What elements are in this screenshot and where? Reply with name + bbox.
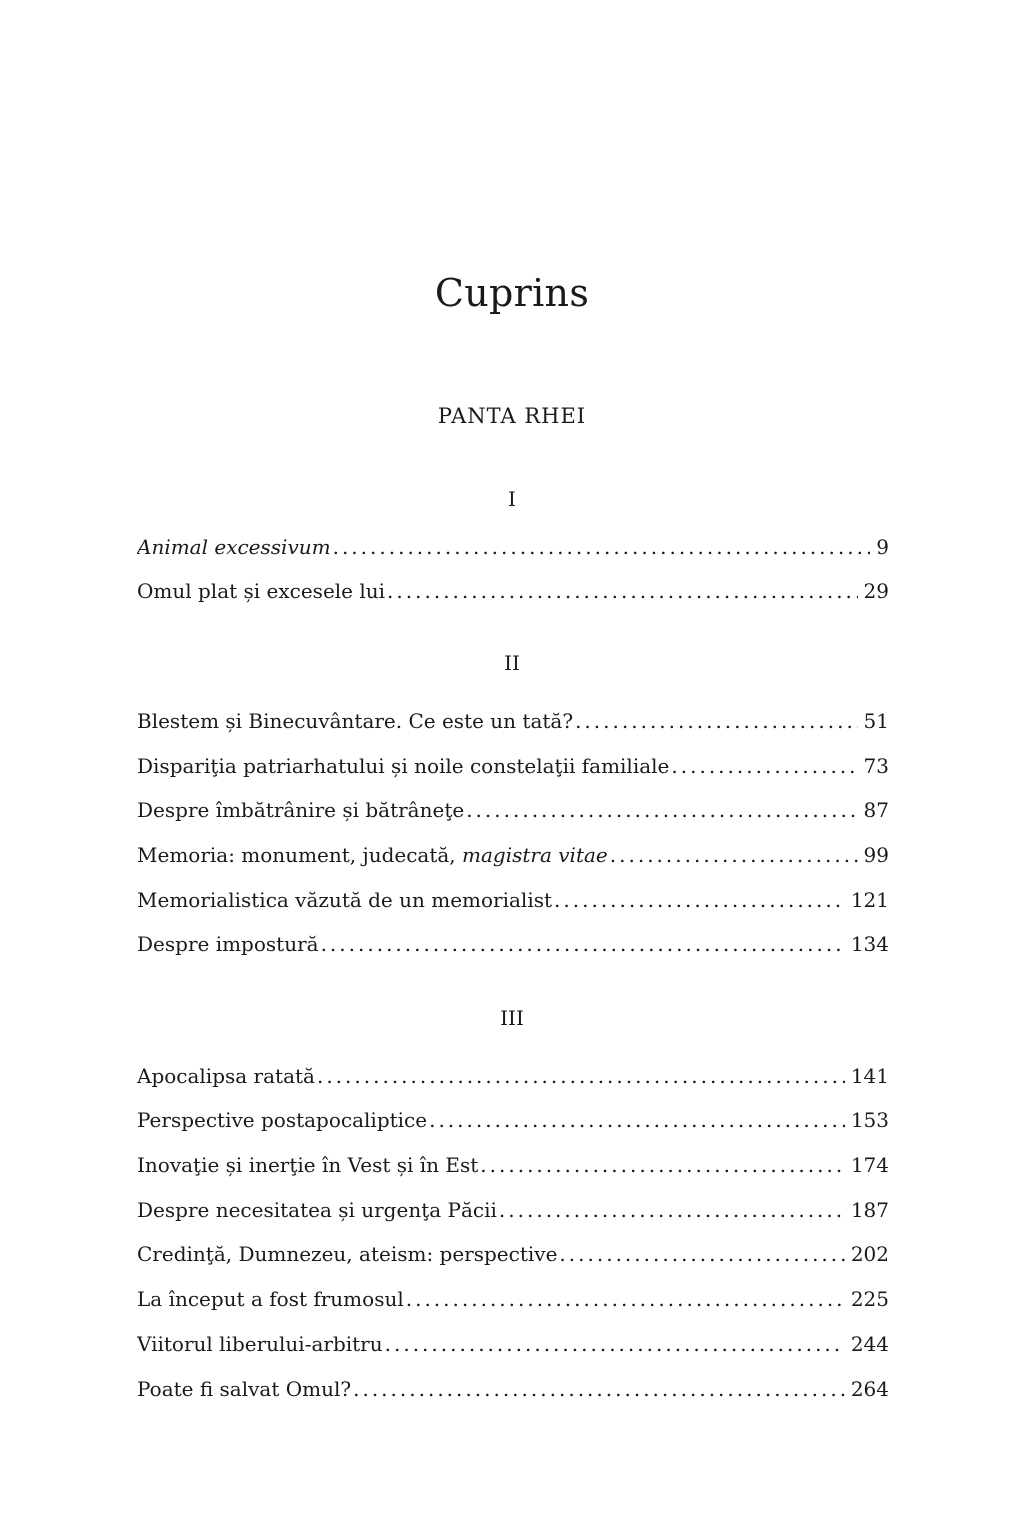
toc-entry-title: Apocalipsa ratată — [137, 1064, 315, 1088]
toc-entry-title: Despre necesitatea și urgenţa Păcii — [137, 1198, 497, 1222]
dot-leader — [429, 1103, 845, 1137]
toc-entry[interactable] — [137, 574, 889, 608]
toc-entry[interactable] — [137, 793, 889, 827]
dot-leader — [353, 1372, 845, 1406]
part-title: PANTA RHEI — [437, 404, 587, 428]
dot-leader — [333, 530, 871, 564]
toc-entry-page: 87 — [863, 798, 889, 822]
toc-entry-title: Memorialistica văzută de un memorialist — [137, 888, 553, 912]
toc-entry-page: 73 — [863, 754, 889, 778]
dot-leader — [317, 1059, 845, 1093]
toc-entry-title: Blestem și Binecuvântare. Ce este un tată? — [137, 709, 574, 733]
section-title-i: I — [508, 487, 516, 511]
toc-entry-page: 134 — [850, 932, 889, 956]
toc-entry-page: 202 — [850, 1242, 889, 1266]
toc-entry[interactable] — [137, 1327, 889, 1361]
dot-leader — [466, 793, 857, 827]
toc-entry-title: Despre impostură — [137, 932, 319, 956]
dot-leader — [671, 749, 857, 783]
toc-entry[interactable] — [137, 838, 889, 872]
toc-entry-page: 29 — [863, 579, 889, 603]
toc-entry[interactable] — [137, 1059, 889, 1093]
dot-leader — [387, 574, 858, 608]
section-title-ii: II — [504, 651, 520, 675]
toc-entry[interactable] — [137, 927, 889, 961]
toc-entry[interactable] — [137, 883, 889, 917]
toc-entry[interactable] — [137, 704, 889, 738]
toc-entry[interactable] — [137, 1372, 889, 1406]
toc-entry-page: 174 — [850, 1153, 889, 1177]
toc-entry-page: 51 — [863, 709, 889, 733]
toc-entry-title: Memoria: monument, judecată, magistra vitae — [137, 843, 608, 867]
toc-entry-page: 153 — [850, 1108, 889, 1132]
toc-entry-page: 141 — [850, 1064, 889, 1088]
toc-entry-page: 244 — [850, 1332, 889, 1356]
toc-entry-page: 187 — [850, 1198, 889, 1222]
dot-leader — [406, 1282, 845, 1316]
toc-entry[interactable] — [137, 1237, 889, 1271]
dot-leader — [321, 927, 845, 961]
dot-leader — [610, 838, 858, 872]
section-title-iii: III — [500, 1006, 524, 1030]
page-title: Cuprins — [434, 271, 590, 315]
toc-entry-page: 99 — [863, 843, 889, 867]
toc-entry-title: Omul plat și excesele lui — [137, 579, 386, 603]
toc-entry-title: Poate fi salvat Omul? — [137, 1377, 352, 1401]
toc-entry-title: Animal excessivum — [137, 535, 331, 559]
toc-entry-page: 264 — [850, 1377, 889, 1401]
toc-entry[interactable] — [137, 1193, 889, 1227]
dot-leader — [559, 1237, 844, 1271]
toc-entry-title: Perspective postapocaliptice — [137, 1108, 428, 1132]
toc-entry[interactable] — [137, 749, 889, 783]
dot-leader — [499, 1193, 845, 1227]
toc-entry-title: Despre îmbătrânire și bătrâneţe — [137, 798, 465, 822]
toc-entry[interactable] — [137, 1282, 889, 1316]
toc-entry-title: Inovaţie și inerţie în Vest și în Est — [137, 1153, 479, 1177]
dot-leader — [575, 704, 857, 738]
dot-leader — [385, 1327, 845, 1361]
toc-entry[interactable] — [137, 530, 889, 564]
toc-entry-page: 225 — [850, 1287, 889, 1311]
toc-entry-page: 9 — [876, 535, 889, 559]
toc-entry-title: La început a fost frumosul — [137, 1287, 404, 1311]
toc-entry[interactable] — [137, 1103, 889, 1137]
toc-entry-title: Credinţă, Dumnezeu, ateism: perspective — [137, 1242, 558, 1266]
dot-leader — [480, 1148, 845, 1182]
toc-entry-title: Viitorul liberului-arbitru — [137, 1332, 383, 1356]
toc-entry-title: Dispariţia patriarhatului și noile constelaţii familiale — [137, 754, 670, 778]
dot-leader — [554, 883, 845, 917]
toc-entry[interactable] — [137, 1148, 889, 1182]
toc-entry-page: 121 — [850, 888, 889, 912]
